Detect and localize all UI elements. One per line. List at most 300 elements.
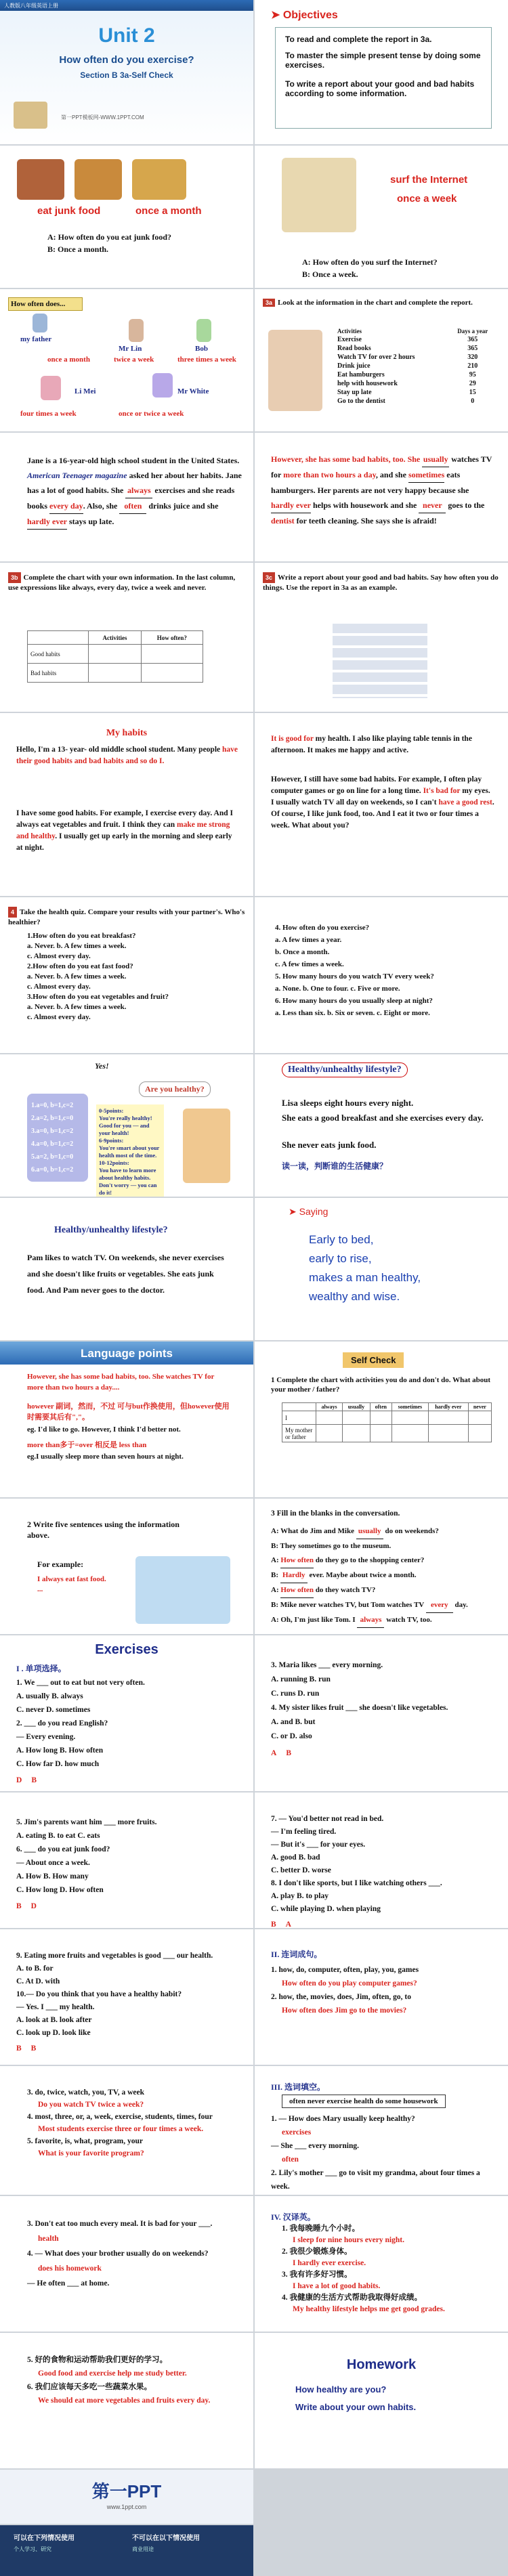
answer-key [16, 1774, 240, 1787]
brand-url: www.1ppt.com [106, 2504, 147, 2510]
list-item: 2.a=2, b=1,c=0 [31, 1115, 74, 1122]
school-building-image [14, 102, 47, 129]
score-box [27, 1094, 88, 1182]
answer-blank: How often [280, 1553, 314, 1568]
objective-item: To read and complete the report in 3a. [285, 35, 432, 44]
exercise-line: 1. We ___ out to eat but not very often. [16, 1679, 145, 1687]
answer-text: B [271, 1920, 276, 1928]
quiz-list [27, 931, 244, 1023]
table-cell[interactable] [391, 1425, 428, 1442]
exercise-line: 8. I don't like sports, but I like watching others ___. [271, 1879, 442, 1887]
exercise-line: — She ___ every morning. [271, 2142, 360, 2150]
table-header: sometimes [391, 1403, 428, 1411]
exercise-line: 3. Don't eat too much every meal. It is bad for your ___. [27, 2220, 213, 2228]
table-header: Days a year [457, 328, 488, 335]
saying-line: early to rise, [309, 1252, 372, 1265]
activity-label: surf the Internet [390, 174, 468, 186]
answer-blank: every day [49, 498, 83, 514]
slide-quiz-scoring [0, 1054, 253, 1197]
mc-block [16, 1676, 240, 1787]
answer-blank: never [419, 498, 446, 513]
food-image-2 [75, 159, 122, 200]
list-item: c. Almost every day. [27, 983, 91, 991]
mc-block [16, 1816, 240, 1913]
slide-write-sentences [0, 1499, 253, 1634]
exercise-line: C. never D. sometimes [16, 1706, 91, 1714]
slide-word-order-1 [255, 1929, 508, 2065]
slide-homework [255, 2333, 508, 2468]
exercise-line: 1. 我每晚睡九个小时。 [282, 2225, 360, 2233]
exercise-line: 1. how, do, computer, often, play, you, games [271, 1966, 419, 1974]
answer-text: B [30, 2044, 37, 2053]
table-cell: Drink juice [337, 362, 371, 370]
list-item: c. Almost every day. [27, 1013, 91, 1021]
table-cell[interactable] [428, 1425, 468, 1442]
exercise-line: 4. most, three, or, a, week, exercise, students, times, four [27, 2113, 213, 2121]
lifestyle-line: She eats a good breakfast and she exercises every day. [282, 1113, 484, 1123]
list-item: a. Less than six. b. Six or seven. c. Eight or more. [275, 1009, 430, 1017]
table-cell[interactable] [141, 664, 203, 683]
slide-health-quiz-1 [0, 897, 253, 1053]
table-row [335, 379, 497, 388]
list-item: 5. How many hours do you watch TV every week? [275, 972, 434, 981]
table-cell: Read books [337, 345, 371, 352]
exercise-line: C. How long D. How often [16, 1886, 104, 1894]
row-label: I [282, 1411, 316, 1425]
list-item: b. Once a month. [275, 948, 330, 956]
essay-paragraph: Hello, I'm a 13- year- old middle school student. Many people have their good habits and bad habits and so do I. [16, 746, 238, 765]
list-item: You have to learn more about healthy habits. Don't worry — you can do it! [99, 1167, 157, 1196]
dialogue-line: B: Mike never watches TV, but Tom watches TV every day. [271, 1598, 494, 1613]
report-paragraph: However, she has some bad habits, too. She usually watches TV for more than two hours a day, and she sometimes eats hamburgers. Her parents are not very happy because she hardly ever helps with housework and she never goes to the dentist for teeth cleaning. She says she is afraid! [271, 452, 494, 528]
dialogue-line: A: How often do they go to the shopping center? [271, 1553, 494, 1568]
exercises-title: Exercises [95, 1642, 158, 1657]
answer-text: I have a lot of good habits. [293, 2282, 381, 2290]
exercise-line: 5. Jim's parents want him ___ more fruits. [16, 1818, 157, 1826]
list-item: 4.a=0, b=1,c=2 [31, 1140, 74, 1148]
slide-report-part1 [0, 433, 253, 561]
exercise-line: 9. Eating more fruits and vegetables is good ___ our health. [16, 1952, 213, 1960]
frequency-label: once a month [47, 356, 90, 364]
exercise-line: C. better D. worse [271, 1866, 331, 1874]
exercise-line: — About once a week. [16, 1859, 90, 1867]
mr-lin-image [129, 319, 144, 342]
exercise-line: A. good B. bad [271, 1853, 320, 1862]
answer-text: D [30, 1902, 37, 1910]
table-cell[interactable] [316, 1411, 343, 1425]
task-number: 3c [263, 572, 275, 583]
section-label: Section B 3a-Self Check [80, 70, 173, 80]
slide-my-habits-1 [0, 713, 253, 896]
mr-white-image [152, 373, 173, 398]
word-order-block [27, 2086, 230, 2160]
slide-fill-blanks [255, 1499, 508, 1634]
example-label: For example: [37, 1560, 84, 1569]
exercise-line: 4. — What does your brother usually do on weekends? [27, 2250, 209, 2258]
person-name: Mr Lin [119, 345, 142, 353]
exercise-line: 1. — How does Mary usually keep healthy? [271, 2115, 415, 2123]
list-item: c. Almost every day. [27, 952, 91, 960]
saying-line: Early to bed, [309, 1233, 374, 1246]
exercise-line: 4. 我健康的生活方式帮助我取得好成绩。 [282, 2294, 422, 2302]
answer-text: B [16, 1902, 22, 1910]
list-item: 6. How many hours do you usually sleep at night? [275, 997, 433, 1005]
table-row [335, 335, 497, 344]
lp-sentence: eg.I usually sleep more than seven hours at night. [27, 1453, 184, 1461]
list-item: 10-12points: [99, 1159, 129, 1166]
exercise-line: A. play B. to play [271, 1892, 329, 1900]
exercise-line: C. while playing D. when playing [271, 1905, 381, 1913]
slide-3c [255, 563, 508, 712]
usage-denied-title: 不可以在以下情况使用 [132, 2535, 200, 2542]
frequency-label: once a month [135, 205, 202, 217]
arrow-icon: ➤ [289, 1206, 299, 1217]
quiz-list [275, 922, 492, 1019]
unit-question: How often do you exercise? [59, 54, 194, 66]
dialogue-line: B: They sometimes go to the museum. [271, 1542, 391, 1550]
table-header: usually [343, 1403, 371, 1411]
slide-exercises-5 [0, 1929, 253, 2065]
mc-block [16, 1950, 240, 2055]
slide-lisa [255, 1054, 508, 1197]
word-box: often never exercise health do some housework [282, 2095, 446, 2108]
table-cell[interactable] [316, 1425, 343, 1442]
prompt-box: How often does... [8, 297, 83, 311]
table-cell[interactable] [370, 1425, 391, 1442]
unit-title: Unit 2 [98, 24, 155, 47]
homework-line: How healthy are you? [295, 2384, 387, 2395]
bob-image [196, 319, 211, 342]
answer-text: often [282, 2155, 299, 2164]
slide-how-often-does [0, 289, 253, 431]
dialogue-line: A: What do Jim and Mike usually do on weekends? [271, 1524, 494, 1539]
answer-text: I sleep for nine hours every night. [293, 2236, 404, 2244]
table-cell: 95 [469, 371, 476, 379]
exercise-line: 2. 我很少锻炼身体。 [282, 2248, 352, 2256]
lp-title: Language points [0, 1341, 253, 1365]
task-text: 2 Write five sentences using the information above. [27, 1520, 179, 1540]
answer-text: How often does Jim go to the movies? [282, 2006, 407, 2015]
slide-translation-1 [255, 2196, 508, 2332]
list-item: 3.a=0, b=1,c=2 [31, 1128, 74, 1135]
writing-area[interactable] [333, 624, 427, 698]
answer-blank: always [125, 483, 152, 498]
table-header: How often? [141, 631, 203, 645]
answer-text: We should eat more vegetables and fruits every day. [38, 2397, 211, 2405]
result-notes [96, 1104, 164, 1197]
list-item: a. Never. b. A few times a week. [27, 1003, 127, 1011]
answer-text: B [31, 1776, 37, 1784]
slide-internet [255, 146, 508, 288]
answer-text: What is your favorite program? [38, 2149, 144, 2158]
table-cell[interactable] [468, 1411, 491, 1425]
section-title: I . 单项选择。 [16, 1664, 66, 1673]
list-item: a. Never. b. A few times a week. [27, 972, 127, 981]
list-item: 4. How often do you exercise? [275, 924, 370, 932]
choice-block [271, 2112, 494, 2193]
table-row [335, 370, 497, 379]
frequency-label: twice a week [114, 356, 154, 364]
answer-text: health [38, 2235, 59, 2243]
children-image [135, 1556, 230, 1624]
answer-blank: usually [356, 1524, 383, 1539]
yes-label: Yes! [95, 1061, 109, 1071]
row-label: My mother or father [282, 1425, 316, 1442]
answer-text: exercises [282, 2128, 312, 2137]
lp-sentence: eg. I'd like to go. However, I think I'd better not. [27, 1425, 181, 1434]
answer-text: B: Once a week. [302, 270, 358, 279]
exercise-line: C. or D. also [271, 1732, 312, 1740]
answer-key [271, 1746, 494, 1761]
slide-exercises-2 [255, 1635, 508, 1791]
exercise-line: 7. — You'd better not read in bed. [271, 1815, 384, 1823]
list-item: 5.a=2, b=1,c=0 [31, 1153, 74, 1161]
lp-note: more than多于=over 相反是 less than [27, 1441, 147, 1449]
table-cell[interactable] [468, 1425, 491, 1442]
table-cell: 15 [469, 389, 476, 396]
usage-allowed-title: 可以在下列情况使用 [14, 2535, 75, 2542]
answer-key [271, 1918, 494, 1928]
activity-label: eat junk food [37, 205, 101, 217]
own-habits-table [27, 630, 203, 683]
list-item: 6.a=0, b=1,c=2 [31, 1166, 74, 1174]
table-cell: Stay up late [337, 389, 372, 396]
answer-blank: often [119, 498, 146, 514]
essay-paragraph: I have some good habits. For example, I exercise every day. And I always eat vegetables and fruit. I think they can make me strong and healthy. I usually get up early in the morning and sleep early at night. [16, 809, 233, 852]
answer-text: Do you watch TV twice a week? [38, 2101, 144, 2109]
list-item: 6-9points: [99, 1137, 124, 1144]
list-item: a. None. b. One to four. c. Five or more. [275, 985, 400, 993]
table-cell[interactable] [428, 1411, 468, 1425]
answer-blank: every [426, 1598, 453, 1613]
table-cell[interactable] [89, 645, 141, 664]
slide-self-check [255, 1341, 508, 1497]
computer-user-image [282, 158, 356, 232]
exercise-line: 5. 好的食物和运动帮助我们更好的学习。 [27, 2356, 167, 2364]
task-text: 3a Look at the information in the chart and complete the report. [263, 299, 500, 307]
table-cell[interactable] [89, 664, 141, 683]
speech-bubble: Are you healthy? [139, 1081, 211, 1097]
table-cell[interactable] [343, 1425, 371, 1442]
exercise-line: — But it's ___ for your eyes. [271, 1841, 366, 1849]
answer-text: B [16, 2044, 22, 2053]
table-header: never [468, 1403, 491, 1411]
slide-pam [0, 1198, 253, 1340]
answer-text: How often do you play computer games? [282, 1979, 417, 1988]
exercise-line: 2. how, the, movies, does, Jim, often, go, to [271, 1993, 411, 2001]
father-image [33, 314, 47, 332]
slide-translation-2 [0, 2333, 253, 2468]
saying-line: makes a man healthy, [309, 1271, 421, 1284]
task-number: 4 [8, 907, 17, 918]
task-number: 3a [263, 299, 275, 307]
table-cell[interactable] [370, 1411, 391, 1425]
table-header [282, 1403, 316, 1411]
saying-title: ➤ Saying [289, 1206, 329, 1217]
table-cell[interactable] [391, 1411, 428, 1425]
example-sentence: I always eat fast food. ... [37, 1575, 106, 1593]
frequency-label: once or twice a week [119, 410, 184, 418]
answer-text: Most students exercise three or four times a week. [38, 2125, 204, 2133]
self-check-title: Self Check [343, 1352, 404, 1368]
section-title: IV. 汉译英。 [271, 2212, 316, 2222]
answer-text: I hardly ever exercise. [293, 2259, 366, 2267]
exercise-line: 6. 我们应该每天多吃一些蔬菜水果。 [27, 2383, 152, 2391]
usage-denied-text: 商业用途 [132, 2546, 154, 2552]
saying-line: wealthy and wise. [309, 1290, 400, 1303]
exercise-line: C. At D. with [16, 1977, 60, 1985]
frequency-label: once a week [397, 193, 457, 205]
exercise-line: 4. My sister likes fruit ___ she doesn't like vegetables. [271, 1704, 448, 1712]
exercise-line: — Every evening. [16, 1733, 76, 1741]
slide-word-choice-1 [255, 2066, 508, 2195]
answer-text: B: Once a month. [47, 244, 108, 254]
table-header: always [316, 1403, 343, 1411]
objectives-box [275, 27, 492, 129]
list-item: c. A few times a week. [275, 960, 344, 968]
answer-blank: always [357, 1613, 384, 1628]
word-order-block [271, 1963, 494, 2017]
dialogue-line: A: How often do they watch TV? [271, 1583, 494, 1598]
exercise-line: C. How far D. how much [16, 1760, 100, 1768]
dialogue-line: A: Oh, I'm just like Tom. I always watch TV, too. [271, 1613, 494, 1628]
lifestyle-paragraph: Pam likes to watch TV. On weekends, she never exercises and she doesn't like fruits or vegetables. She eats junk food. And Pam never goes to the doctor. [27, 1253, 224, 1295]
task-number: 3b [8, 572, 21, 583]
answer-text: B [286, 1749, 291, 1757]
slide-3b [0, 563, 253, 712]
task-text: 3 Fill in the blanks in the conversation. [271, 1509, 400, 1518]
exercise-line: A. to B. for [16, 1965, 54, 1973]
objective-item: To write a report about your good and bad habits according to some information. [285, 79, 475, 98]
answer-blank: hardly ever [27, 514, 67, 530]
question-text: A: How often do you eat junk food? [47, 232, 172, 242]
answer-text: Good food and exercise help me study better. [38, 2369, 187, 2378]
exercise-line: A. look at B. look after [16, 2016, 92, 2024]
list-item: 3.How often do you eat vegetables and fruit? [27, 993, 169, 1001]
slide-exercises-1 [0, 1635, 253, 1791]
exercise-line: C. look up D. look like [16, 2029, 91, 2037]
table-row [335, 362, 497, 370]
slide-header-bar [0, 0, 253, 11]
exercise-line: A. running B. run [271, 1675, 331, 1683]
exercise-line: C. runs D. run [271, 1690, 320, 1698]
list-item: You're really healthy! Good for you — and your health! [99, 1115, 152, 1136]
person-name: Mr White [177, 387, 209, 395]
brand-text: 第一PPT模板网-WWW.1PPT.COM [61, 114, 144, 121]
choice-block [27, 2216, 237, 2291]
slide-exercises-3 [0, 1793, 253, 1928]
slide-health-quiz-2 [255, 897, 508, 1053]
table-cell: Eat hamburgers [337, 371, 385, 379]
exercise-line: A. How B. How many [16, 1872, 89, 1881]
dialogue-line: B: Hardly ever. Maybe about twice a month. [271, 1568, 494, 1583]
task-text: 4 Take the health quiz. Compare your results with your partner's. Who's healthier? [8, 908, 245, 926]
slide-saying [255, 1198, 508, 1340]
food-image-3 [132, 159, 186, 200]
mc-block [271, 1658, 494, 1761]
header-text: 人教版八年级英语上册 [4, 3, 58, 9]
table-cell[interactable] [141, 645, 203, 664]
habits-table [335, 327, 497, 406]
slide-word-choice-2 [0, 2196, 253, 2332]
table-row [335, 344, 497, 353]
usage-allowed-text: 个人学习、研究 [14, 2546, 51, 2552]
slide-junk-food [0, 146, 253, 288]
list-item: 0-5points: [99, 1107, 124, 1114]
table-header: often [370, 1403, 391, 1411]
lifestyle-title: Healthy/unhealthy lifestyle? [282, 1062, 408, 1077]
food-image-1 [17, 159, 64, 200]
slide-usage-terms [0, 2525, 253, 2576]
table-cell: help with housework [337, 380, 398, 387]
person-name: Li Mei [75, 387, 96, 395]
reading-prompt: 读一读，判断谁的生活健康？ [282, 1161, 388, 1171]
person-name: my father [20, 335, 52, 343]
report-paragraph: Jane is a 16-year-old high school student in the United States. American Teenager magazine asked her about her habits. Jane has a lot of good habits. She always exercises and she reads books every day. Also, she often drinks juice and she hardly ever stays up late. [27, 453, 244, 530]
answer-blank: Hardly [280, 1568, 308, 1583]
table-cell: 210 [467, 362, 478, 370]
magazine-name: American Teenager magazine [27, 471, 127, 480]
slide-title [0, 0, 253, 144]
list-item: You're smart about your health most of the time. [99, 1144, 160, 1159]
arrow-icon: ➤ [271, 9, 283, 21]
answer-text: My healthy lifestyle helps me get good grades. [293, 2305, 445, 2313]
task-text: 3c Write a report about your good and bad habits. Say how often you do things. Use the report in 3a as an example. [263, 574, 499, 592]
table-cell[interactable] [343, 1411, 371, 1425]
list-item: 1.a=0, b=1,c=2 [31, 1102, 74, 1109]
table-cell: Watch TV for over 2 hours [337, 353, 415, 361]
table-cell: 29 [469, 380, 476, 387]
answer-text: does his homework [38, 2264, 102, 2273]
slide-exercises-4 [255, 1793, 508, 1928]
list-item: 2.How often do you eat fast food? [27, 962, 133, 970]
exercise-line: 3. do, twice, watch, you, TV, a week [27, 2088, 145, 2097]
answer-text: A [271, 1749, 277, 1757]
answer-blank: hardly ever [271, 498, 311, 513]
essay-title: My habits [106, 728, 148, 738]
homework-line: Write about your own habits. [295, 2402, 417, 2412]
brand-logo: 第一PPT [91, 2481, 162, 2502]
slide-brand [0, 2470, 253, 2524]
objective-item: To master the simple present tense by doing some exercises. [285, 51, 481, 70]
exercise-line: 3. Maria likes ___ every morning. [271, 1661, 383, 1669]
self-check-table [282, 1402, 492, 1442]
translation-block [282, 2223, 499, 2315]
slide-3a-chart [255, 289, 508, 431]
table-header: Activities [89, 631, 141, 645]
dialogue [271, 1524, 494, 1628]
exercise-line: 6. ___ do you eat junk food? [16, 1845, 110, 1853]
answer-blank: How often [280, 1583, 314, 1598]
table-cell: 365 [467, 345, 478, 352]
exercise-line: — I'm feeling tired. [271, 1828, 337, 1836]
table-row [335, 353, 497, 362]
lp-note: however 副词，然而，不过 可与but作换使用，但however使用时需要其后有","。 [27, 1402, 230, 1421]
exercise-line: — He often ___ at home. [27, 2279, 110, 2288]
answer-blank: usually [422, 452, 449, 467]
answer-blank: sometimes [408, 467, 444, 483]
li-mei-image [41, 376, 61, 400]
frequency-label: three times a week [177, 356, 236, 364]
task-text: 3b Complete the chart with your own information. In the last column, use expressions like always, every day, twice a week and never. [8, 574, 236, 592]
table-row [335, 388, 497, 397]
table-cell: 320 [467, 353, 478, 361]
exercise-line: 2. ___ do you read English? [16, 1719, 108, 1727]
exercise-line: A. and B. but [271, 1718, 316, 1726]
table-cell: Go to the dentist [337, 398, 385, 405]
essay-paragraph: However, I still have some bad habits. For example, I often play computer games or go on line for a long time. It's bad for my eyes. I usually watch TV all day on weekends, so I can't have a good rest. Of course, I like junk food, too. And I eat it two or four times a week. What about you? [271, 775, 494, 830]
slide-word-order-2 [0, 2066, 253, 2195]
